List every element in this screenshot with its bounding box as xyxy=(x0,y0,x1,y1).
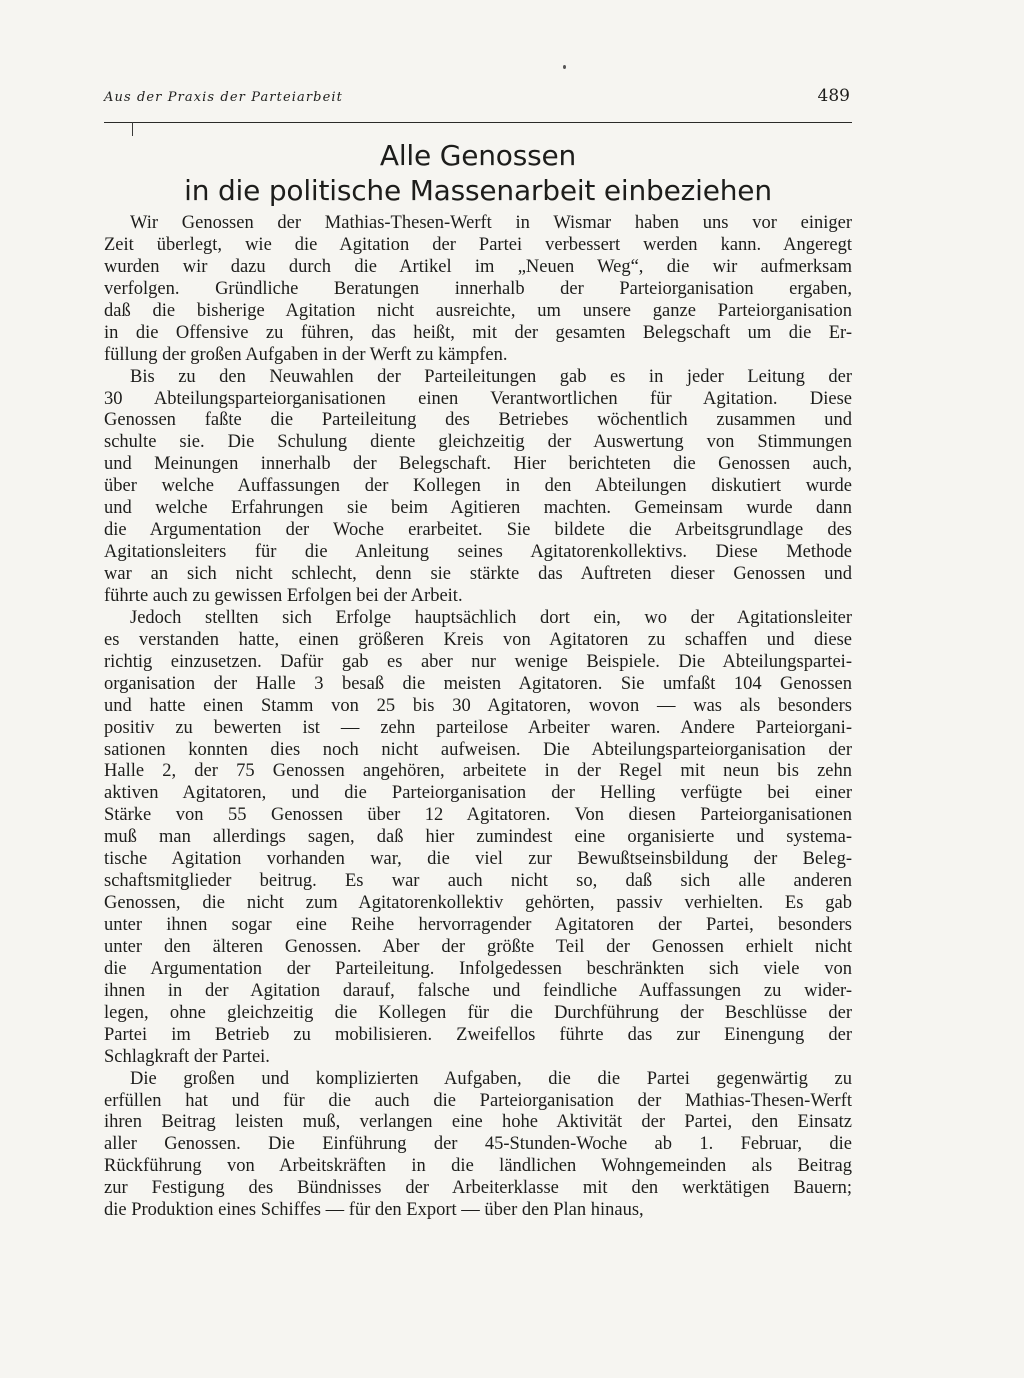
paragraph-first-line: Wir Genossen der Mathias-Thesen-Werft in Wismar haben uns vor einiger xyxy=(130,213,852,233)
paragraph-line: ihnen in der Agitation darauf, falsche und feindliche Auffassungen zu wider- xyxy=(104,980,852,1001)
paragraph-line: legen, ohne gleichzeitig die Kollegen für die Durchführung der Beschlüsse der xyxy=(104,1002,852,1023)
paragraph-line: Genossen, die nicht zum Agitatorenkollektiv gehörten, passiv verhielten. Es gab xyxy=(104,893,852,914)
paragraph-line: Schlagkraft der Partei. xyxy=(104,1046,270,1067)
paragraph-line: erfüllen hat und für die auch die Parteiorganisation der Mathias-Thesen-Werft xyxy=(104,1090,852,1111)
article-title xyxy=(104,138,852,208)
paragraph-line: Zeit überlegt, wie die Agitation der Partei verbessert werden kann. Angeregt xyxy=(104,234,852,255)
paragraph-first-line: Bis zu den Neuwahlen der Parteileitungen gab es in jeder Leitung der xyxy=(130,366,852,387)
article-body xyxy=(104,213,852,1222)
paragraph-line: 30 Abteilungsparteiorganisationen einen Verantwortlichen für Agitation. Diese xyxy=(104,388,852,409)
article-title-line: Alle Genossen xyxy=(379,139,577,172)
paragraph-line: ihren Beitrag leisten muß, verlangen eine hohe Aktivität der Partei, den Einsatz xyxy=(104,1112,852,1133)
article-title-line: in die politische Massenarbeit einbeziehen xyxy=(184,174,772,207)
paragraph-line: über welche Auffassungen der Kollegen in den Abteilungen diskutiert wurde xyxy=(104,476,852,497)
paragraph-line: Agitationsleiters für die Anleitung seines Agitatorenkollektivs. Diese Methode xyxy=(104,542,852,563)
paragraph-line: es verstanden hatte, einen größeren Kreis von Agitatoren zu schaffen und diese xyxy=(104,629,852,650)
paragraph-line: unter den älteren Genossen. Aber der größte Teil der Genossen erhielt nicht xyxy=(104,936,852,957)
paragraph-line: wurden wir dazu durch die Artikel im „Neuen Weg“, die wir aufmerksam xyxy=(104,256,852,277)
paragraph-line: zur Festigung des Bündnisses der Arbeiterklasse mit den werktätigen Bauern; xyxy=(104,1178,852,1199)
paragraph-line: verfolgen. Gründliche Beratungen innerhalb der Parteiorganisation ergaben, xyxy=(104,278,852,299)
page-number: 489 xyxy=(817,86,850,106)
paragraph-line: unter ihnen sogar eine Reihe hervorragender Agitatoren der Partei, besonders xyxy=(104,915,852,935)
ink-speck xyxy=(563,65,566,69)
paragraph-line: muß man allerdings sagen, daß hier zumindest eine organisierte und systema- xyxy=(104,827,852,848)
paragraph-line: aller Genossen. Die Einführung der 45-Stunden-Woche ab 1. Februar, die xyxy=(104,1134,852,1155)
paragraph-line: füllung der großen Aufgaben in der Werft zu kämpfen. xyxy=(104,344,508,365)
paragraph-line: positiv zu bewerten ist — zehn parteilose Arbeiter waren. Andere Parteiorgani- xyxy=(104,717,852,738)
paragraph-line: Halle 2, der 75 Genossen angehören, arbeitete in der Regel mit neun bis zehn xyxy=(104,761,852,782)
paragraph-line: Stärke von 55 Genossen über 12 Agitatoren. Von diesen Parteiorganisationen xyxy=(104,805,852,826)
paragraph-line: daß die bisherige Agitation nicht ausreichte, um unsere ganze Parteiorganisation xyxy=(104,300,852,321)
margin-tick xyxy=(132,122,133,136)
paragraph-line: Partei im Betrieb zu mobilisieren. Zweifellos führte das zur Einengung der xyxy=(104,1024,852,1045)
paragraph-line: Genossen faßte die Parteileitung des Betriebes wöchentlich zusammen und xyxy=(104,410,852,431)
paragraph-line: Rückführung von Arbeitskräften in die ländlichen Wohngemeinden als Beitrag xyxy=(104,1156,852,1177)
paragraph-line: aktiven Agitatoren, und die Parteiorganisation der Helling verfügte bei einer xyxy=(104,783,852,804)
paragraph-first-line: Jedoch stellten sich Erfolge hauptsächlich dort ein, wo der Agitationsleiter xyxy=(130,607,852,628)
paragraph-first-line: Die großen und komplizierten Aufgaben, die die Partei gegenwärtig zu xyxy=(130,1068,852,1089)
paragraph-line: richtig einzusetzen. Dafür gab es aber nur wenige Beispiele. Die Abteilungspartei- xyxy=(104,651,852,672)
paragraph-line: war an sich nicht schlecht, denn sie stärkte das Auftreten dieser Genossen und xyxy=(104,564,852,584)
paragraph-line: organisation der Halle 3 besaß die meisten Agitatoren. Sie umfaßt 104 Genossen xyxy=(104,673,852,694)
paragraph-line: die Argumentation der Parteileitung. Infolgedessen beschränkten sich viele von xyxy=(104,958,852,979)
paragraph-line: sationen konnten dies noch nicht aufweisen. Die Abteilungsparteiorganisation der xyxy=(104,739,852,760)
running-header xyxy=(104,86,852,123)
paragraph-line: führte auch zu gewissen Erfolgen bei der Arbeit. xyxy=(104,585,463,606)
running-title: Aus der Praxis der Parteiarbeit xyxy=(104,90,343,105)
paragraph-line: die Argumentation der Woche erarbeitet. Sie bildete die Arbeitsgrundlage des xyxy=(104,520,852,541)
paragraph-line: die Produktion eines Schiffes — für den Export — über den Plan hinaus, xyxy=(104,1200,644,1221)
paragraph-line: schaftsmitglieder beitrug. Es war auch nicht so, daß sich alle anderen xyxy=(104,871,852,892)
paragraph-line: und Meinungen innerhalb der Belegschaft. Hier berichteten die Genossen auch, xyxy=(104,454,852,475)
paragraph-line: und hatte einen Stamm von 25 bis 30 Agitatoren, wovon — was als besonders xyxy=(104,695,852,716)
paragraph-line: tische Agitation vorhanden war, die viel zur Bewußtseinsbildung der Beleg- xyxy=(104,849,852,870)
paragraph-line: schulte sie. Die Schulung diente gleichzeitig der Auswertung von Stimmungen xyxy=(104,432,852,453)
paragraph-line: in die Offensive zu führen, das heißt, mit der gesamten Belegschaft um die Er- xyxy=(104,322,852,343)
paragraph-line: und welche Erfahrungen sie beim Agitieren machten. Gemeinsam wurde dann xyxy=(104,498,852,519)
